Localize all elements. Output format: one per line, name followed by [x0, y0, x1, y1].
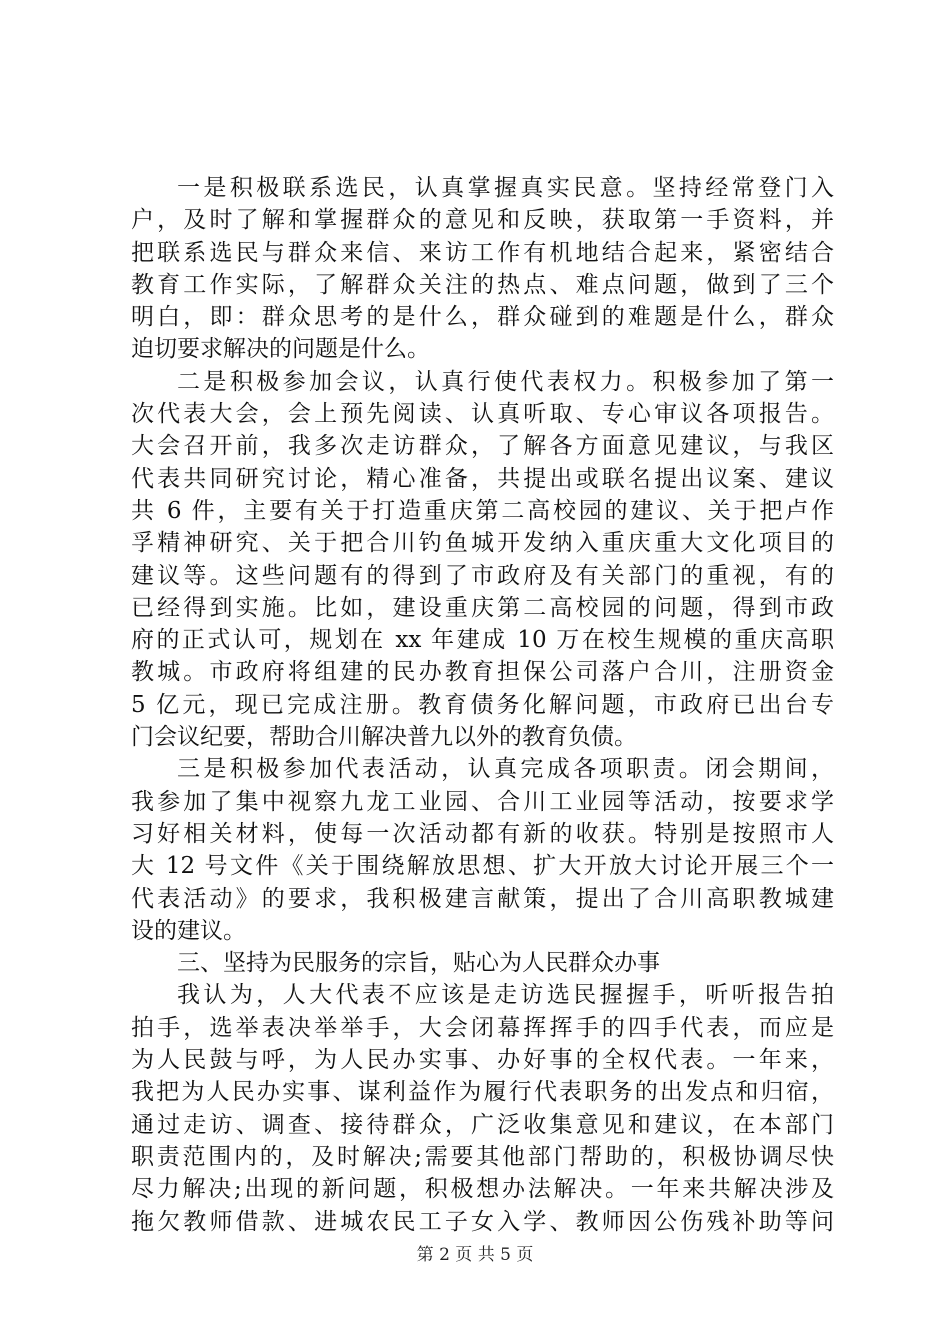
text-line: 拍手，选举表决举举手，大会闭幕挥挥手的四手代表，而应是	[131, 1014, 834, 1041]
text-line: 门会议纪要，帮助合川解决普九以外的教育负债。	[131, 724, 637, 751]
text-line: 教城。市政府将组建的民办教育担保公司落户合川，注册资金	[131, 659, 834, 686]
text-line: 设的建议。	[131, 917, 246, 944]
text-line: 大会召开前，我多次走访群众，了解各方面意见建议，与我区	[131, 433, 834, 460]
text-line: 职责范围内的，及时解决;需要其他部门帮助的，积极协调尽快	[131, 1143, 834, 1170]
page-footer: 第 2 页 共 5 页	[416, 1245, 534, 1265]
text-line: 孚精神研究、关于把合川钓鱼城开发纳入重庆重大文化项目的	[131, 530, 834, 557]
text-line: 教育工作实际，了解群众关注的热点、难点问题，做到了三个	[131, 271, 834, 298]
text-line: 已经得到实施。比如，建设重庆第二高校园的问题，得到市政	[131, 594, 834, 621]
text-line: 尽力解决;出现的新问题，积极想办法解决。一年来共解决涉及	[131, 1176, 834, 1203]
text-line: 建议等。这些问题有的得到了市政府及有关部门的重视，有的	[131, 562, 834, 589]
text-line: 三、坚持为民服务的宗旨，贴心为人民群众办事	[177, 950, 660, 977]
text-line: 我把为人民办实事、谋利益作为履行代表职务的出发点和归宿，	[131, 1079, 834, 1106]
text-line: 三是积极参加代表活动，认真完成各项职责。闭会期间，	[177, 756, 834, 783]
body-text	[131, 172, 834, 1238]
text-line: 我认为，人大代表不应该是走访选民握握手，听听报告拍	[177, 982, 834, 1009]
text-line: 代表共同研究讨论，精心准备，共提出或联名提出议案、建议	[131, 465, 834, 492]
text-line: 大 12 号文件《关于围绕解放思想、扩大开放大讨论开展三个一	[131, 853, 834, 880]
text-line: 我参加了集中视察九龙工业园、合川工业园等活动，按要求学	[131, 788, 834, 815]
text-line: 拖欠教师借款、进城农民工子女入学、教师因公伤残补助等问	[131, 1208, 834, 1235]
text-line: 5 亿元，现已完成注册。教育债务化解问题，市政府已出台专	[131, 691, 834, 718]
text-line: 明白，即：群众思考的是什么，群众碰到的难题是什么，群众	[131, 304, 834, 331]
text-line: 二是积极参加会议，认真行使代表权力。积极参加了第一	[177, 368, 834, 395]
text-line: 共 6 件，主要有关于打造重庆第二高校园的建议、关于把卢作	[131, 497, 834, 524]
text-line: 府的正式认可，规划在 xx 年建成 10 万在校生规模的重庆高职	[131, 627, 834, 654]
text-line: 次代表大会，会上预先阅读、认真听取、专心审议各项报告。	[131, 401, 834, 428]
text-line: 户，及时了解和掌握群众的意见和反映，获取第一手资料，并	[131, 207, 834, 234]
text-line: 通过走访、调查、接待群众，广泛收集意见和建议，在本部门	[131, 1111, 834, 1138]
text-line: 习好相关材料，使每一次活动都有新的收获。特别是按照市人	[131, 820, 834, 847]
text-line: 把联系选民与群众来信、来访工作有机地结合起来，紧密结合	[131, 239, 834, 266]
text-line: 迫切要求解决的问题是什么。	[131, 336, 430, 363]
text-line: 一是积极联系选民，认真掌握真实民意。坚持经常登门入	[177, 175, 834, 201]
text-line: 为人民鼓与呼，为人民办实事、办好事的全权代表。一年来，	[131, 1047, 834, 1074]
text-line: 代表活动》的要求，我积极建言献策，提出了合川高职教城建	[131, 885, 834, 912]
